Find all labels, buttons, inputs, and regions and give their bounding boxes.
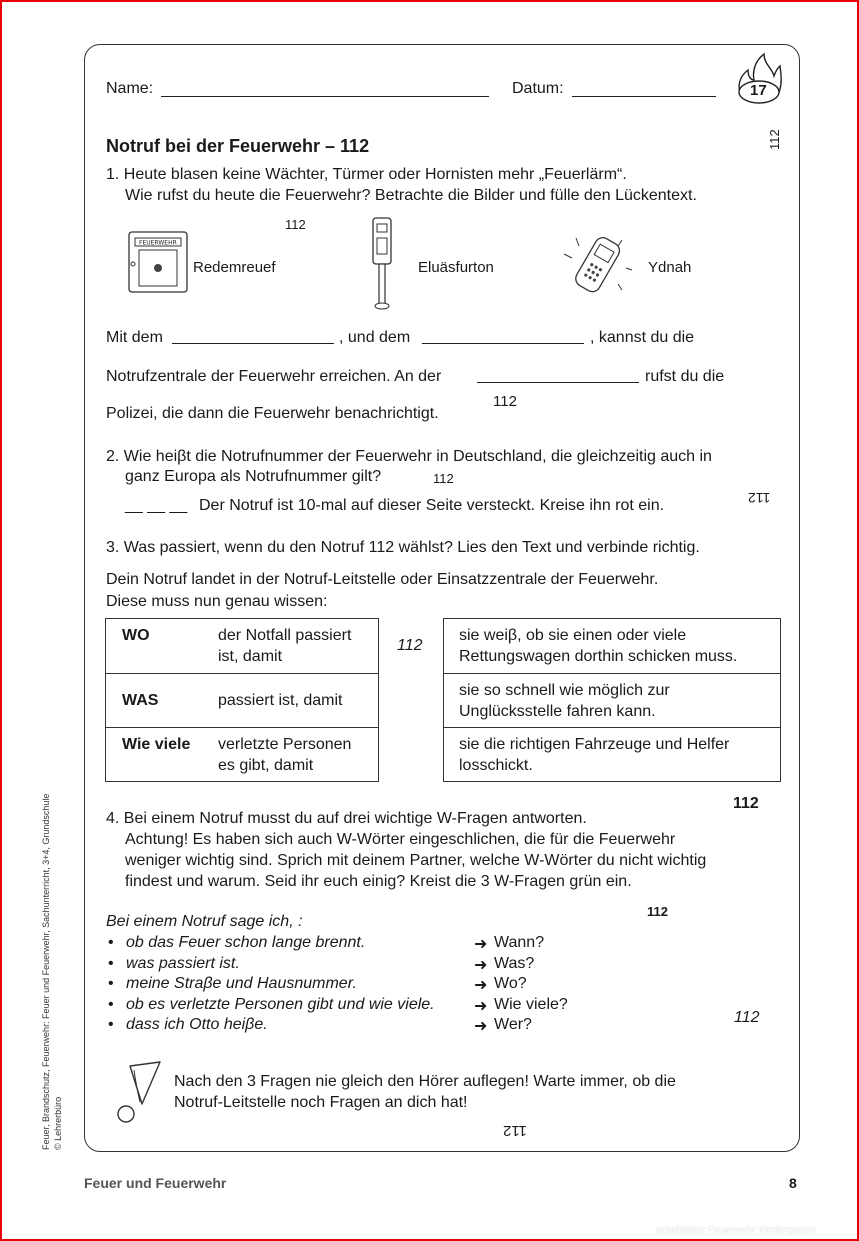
bullet: • [108,934,114,951]
right-row-2-text1[interactable]: sie so schnell wie möglich zur [459,682,670,699]
left-row-3-key: Wie viele [122,736,191,753]
label-redemreuef: Redemreuef [193,259,276,276]
footer-title: Feuer und Feuerwehr [84,1175,227,1191]
hidden-112-e: 112 [733,795,759,812]
hidden-112-a: 112 [285,217,306,232]
left-row-1-text2[interactable]: ist, damit [218,648,283,665]
cloze2-part-a: Notrufzentrale der Feuerwehr erreichen. An der [106,368,442,385]
bullet: • [108,975,114,992]
task4-intro: Bei einem Notruf sage ich, : [106,913,303,930]
number-blanks[interactable]: __ __ __ [125,497,188,514]
left-row-2-text1[interactable]: passiert ist, damit [218,692,343,709]
hidden-112-b: 112 [493,393,517,410]
side-credit [40,794,64,1150]
arrow-icon: ➜ [474,998,488,1015]
date-field[interactable] [572,96,716,97]
right-row-3-text2[interactable]: losschickt. [459,757,533,774]
hidden-112-c: 112 [433,471,454,486]
label-ydnah: Ydnah [648,259,692,276]
w-question[interactable]: Wann? [494,934,545,951]
task1-line2: Wie rufst du heute die Feuerwehr? Betrachte die Bilder und fülle den Lückentext. [125,187,697,204]
hidden-112-g: 112 [734,1009,760,1026]
cloze-blank-2[interactable] [422,343,584,344]
list-item-text: ob das Feuer schon lange brennt. [126,934,366,951]
w-question[interactable]: Wie viele? [494,996,568,1013]
notice-line1: Nach den 3 Fragen nie gleich den Hörer auflegen! Warte immer, ob die [174,1073,676,1090]
task4-line4: findest und warum. Seid ihr euch einig? Kreist die 3 W-Fragen grün ein. [125,873,632,890]
left-row-1-text1[interactable]: der Notfall passiert [218,627,352,644]
list-item-text: meine Straβe und Hausnummer. [126,975,357,992]
cloze1-part-a: Mit dem [106,329,163,346]
arrow-icon: ➜ [474,936,488,953]
task3-intro2: Diese muss nun genau wissen: [106,593,328,610]
left-row-1-key: WO [122,627,150,644]
cloze-blank-1[interactable] [172,343,334,344]
w-question[interactable]: Wer? [494,1016,532,1033]
task2-line1: 2. Wie heiβt die Notrufnummer der Feuerwehr in Deutschland, die gleichzeitig auch in [106,448,712,465]
hidden-112-rotated: 112 [767,129,782,150]
list-item-text: dass ich Otto heiβe. [126,1016,268,1033]
right-row-1-text2[interactable]: Rettungswagen dorthin schicken muss. [459,648,738,665]
cloze2-part-b: rufst du die [645,368,725,385]
hidden-112-upside-down: 112 [748,490,771,506]
task2-line3: Der Notruf ist 10-mal auf dieser Seite versteckt. Kreise ihn rot ein. [199,497,665,514]
page-title: Notruf bei der Feuerwehr – 112 [106,136,370,156]
list-item-text: ob es verletzte Personen gibt und wie viele. [126,996,435,1013]
task4-line2: Achtung! Es haben sich auch W-Wörter eingeschlichen, die für die Feuerwehr [125,831,676,848]
cloze1-part-c: , kannst du die [590,329,695,346]
label-eluasfurton: Eluäsfurton [418,259,494,276]
arrow-icon: ➜ [474,977,488,994]
cloze-blank-3[interactable] [477,382,639,383]
hidden-112-h: 112 [503,1122,527,1139]
left-row-3-text1[interactable]: verletzte Personen [218,736,352,753]
bullet: • [108,1016,114,1033]
watermark: arbeitsblatt Feuerwehr Kindergarten [656,1225,816,1236]
task2-line2: ganz Europa als Notrufnummer gilt? [125,468,382,485]
right-row-1-text1[interactable]: sie weiβ, ob sie einen oder viele [459,627,687,644]
page-badge: 17 [750,82,767,99]
date-label: Datum: [512,80,564,97]
exclamation-icon [112,1060,168,1130]
bullet: • [108,996,114,1013]
left-row-2-key: WAS [122,692,159,709]
name-label: Name: [106,80,154,97]
right-row-2-text2[interactable]: Unglücksstelle fahren kann. [459,703,656,720]
w-question[interactable]: Was? [494,955,535,972]
fire-alarm-box-icon [127,228,189,296]
hidden-112-d: 112 [397,637,423,654]
name-field[interactable] [161,96,489,97]
task4-line3: weniger wichtig sind. Sprich mit deinem Partner, welche W-Wörter du nicht wichtig [125,852,707,869]
list-item-text: was passiert ist. [126,955,240,972]
credit-line2: © Lehrerbüro [53,1096,63,1150]
arrow-icon: ➜ [474,1018,488,1035]
page-number: 8 [789,1175,797,1191]
task3-intro1: Dein Notruf landet in der Notruf-Leitstelle oder Einsatzzentrale der Feuerwehr. [106,571,659,588]
credit-line1: Feuer, Brandschutz, Feuerwehr: Feuer und Feuerwehr, Sachunterricht, 3+4, Grundschule [41,793,51,1150]
notice-line2: Notruf-Leitstelle noch Fragen an dich hat! [174,1094,468,1111]
right-row-3-text1[interactable]: sie die richtigen Fahrzeuge und Helfer [459,736,730,753]
hidden-112-f: 112 [647,904,668,919]
task1-line1: 1. Heute blasen keine Wächter, Türmer oder Hornisten mehr „Feuerlärm“. [106,166,627,183]
w-question[interactable]: Wo? [494,975,527,992]
task4-line1: 4. Bei einem Notruf musst du auf drei wichtige W-Fragen antworten. [106,810,587,827]
bullet: • [108,955,114,972]
cloze3: Polizei, die dann die Feuerwehr benachrichtigt. [106,405,439,422]
svg-text:FEUERWEHR: FEUERWEHR [139,239,177,247]
task3-line1: 3. Was passiert, wenn du den Notruf 112 wählst? Lies den Text und verbinde richtig. [106,539,700,556]
mobile-phone-icon [562,234,634,298]
cloze1-part-b: , und dem [339,329,411,346]
left-row-3-text2[interactable]: es gibt, damit [218,757,314,774]
arrow-icon: ➜ [474,957,488,974]
emergency-pillar-icon [370,216,394,312]
